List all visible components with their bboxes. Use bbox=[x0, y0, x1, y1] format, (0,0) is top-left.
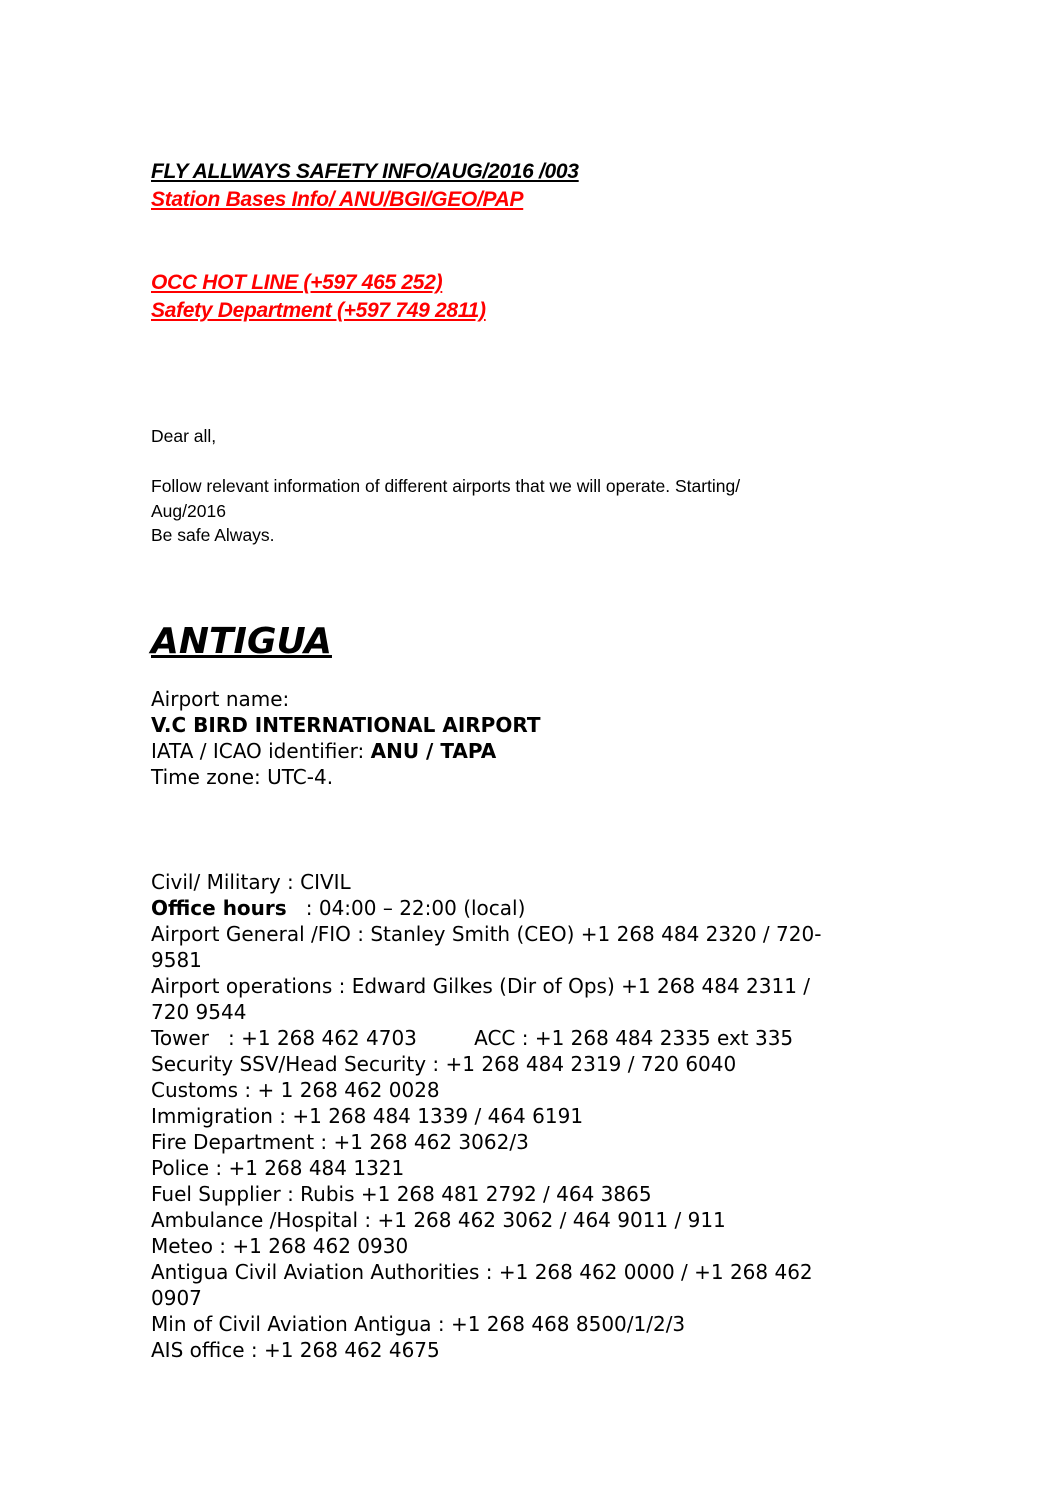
airport-operations-line-1: Airport operations : Edward Gilkes (Dir of Ops) +1 268 484 2311 / bbox=[151, 974, 811, 998]
security-contact: Security SSV/Head Security : +1 268 484 2319 / 720 6040 bbox=[151, 1052, 737, 1076]
greeting: Dear all, bbox=[151, 426, 217, 446]
safety-department-contact: Safety Department (+597 749 2811) bbox=[151, 299, 486, 322]
airport-operations-line-2: 720 9544 bbox=[151, 1000, 247, 1024]
office-hours-value: : 04:00 – 22:00 (local) bbox=[286, 896, 526, 920]
airport-name-label: Airport name: bbox=[151, 687, 290, 711]
airport-name: V.C BIRD INTERNATIONAL AIRPORT bbox=[151, 713, 541, 737]
airport-general-line-2: 9581 bbox=[151, 948, 202, 972]
intro-line-2: Aug/2016 bbox=[151, 501, 226, 521]
iata-icao-label: IATA / ICAO identifier: bbox=[151, 739, 371, 763]
civil-aviation-authorities-line-2: 0907 bbox=[151, 1286, 202, 1310]
customs-contact: Customs : + 1 268 462 0028 bbox=[151, 1078, 440, 1102]
intro-line-1: Follow relevant information of different airports that we will operate. Starting/ bbox=[151, 476, 741, 496]
fire-department-contact: Fire Department : +1 268 462 3062/3 bbox=[151, 1130, 529, 1154]
intro-line-3: Be safe Always. bbox=[151, 525, 275, 545]
office-hours-line bbox=[151, 895, 525, 921]
time-zone: Time zone: UTC-4. bbox=[151, 765, 334, 789]
ais-office-contact: AIS office : +1 268 462 4675 bbox=[151, 1338, 440, 1362]
iata-icao-value: ANU / TAPA bbox=[370, 739, 497, 763]
civil-aviation-authorities-line-1: Antigua Civil Aviation Authorities : +1 268 462 0000 / +1 268 462 bbox=[151, 1260, 813, 1284]
document-subtitle: Station Bases Info/ ANU/BGI/GEO/PAP bbox=[151, 188, 524, 211]
section-heading-antigua: ANTIGUA bbox=[151, 621, 332, 662]
civil-military: Civil/ Military : CIVIL bbox=[151, 870, 351, 894]
airport-general-line-1: Airport General /FIO : Stanley Smith (CEO) +1 268 484 2320 / 720- bbox=[151, 922, 822, 946]
immigration-contact: Immigration : +1 268 484 1339 / 464 6191 bbox=[151, 1104, 584, 1128]
fuel-supplier-contact: Fuel Supplier : Rubis +1 268 481 2792 / 464 3865 bbox=[151, 1182, 652, 1206]
meteo-contact: Meteo : +1 268 462 0930 bbox=[151, 1234, 409, 1258]
police-contact: Police : +1 268 484 1321 bbox=[151, 1156, 405, 1180]
ambulance-contact: Ambulance /Hospital : +1 268 462 3062 / 464 9011 / 911 bbox=[151, 1208, 726, 1232]
office-hours-label: Office hours bbox=[151, 896, 287, 920]
document-title: FLY ALLWAYS SAFETY INFO/AUG/2016 /003 bbox=[151, 160, 579, 183]
tower-acc: Tower : +1 268 462 4703 ACC : +1 268 484 2335 ext 335 bbox=[151, 1026, 794, 1050]
occ-hotline: OCC HOT LINE (+597 465 252) bbox=[151, 271, 443, 294]
iata-icao-line bbox=[151, 738, 496, 764]
ministry-civil-aviation-contact: Min of Civil Aviation Antigua : +1 268 468 8500/1/2/3 bbox=[151, 1312, 686, 1336]
